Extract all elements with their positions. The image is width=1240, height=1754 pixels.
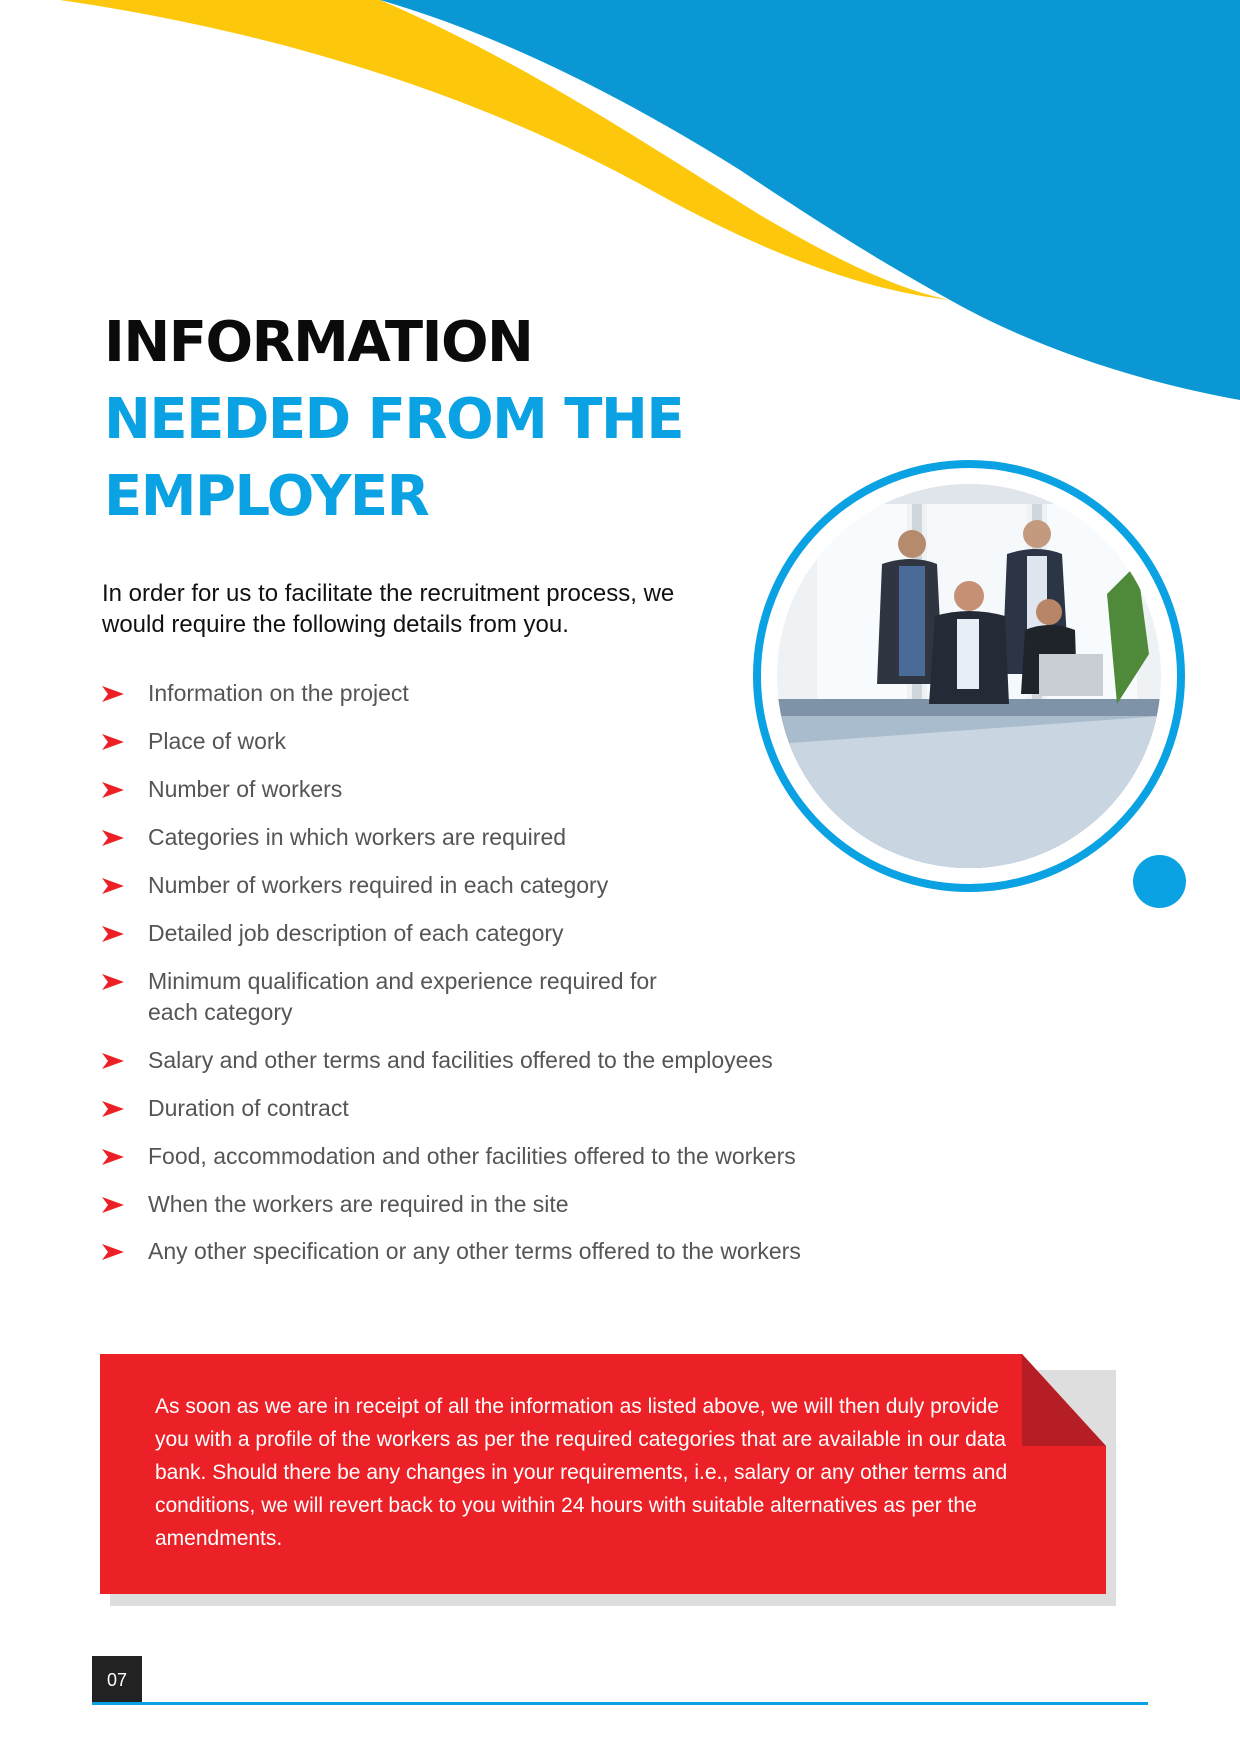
red-arrow-icon (102, 830, 124, 846)
red-arrow-icon (102, 1244, 124, 1260)
requirement-item (100, 1189, 968, 1220)
requirement-text: Categories in which workers are required (148, 824, 567, 850)
requirement-item (100, 966, 968, 1028)
red-arrow-icon (102, 1101, 124, 1117)
red-arrow-icon (102, 734, 124, 750)
requirement-item (100, 918, 968, 949)
requirement-item (100, 870, 968, 901)
red-arrow-icon (102, 1149, 124, 1165)
requirement-item (100, 1045, 968, 1076)
title-line-2: NEEDED FROM THE (104, 387, 684, 452)
requirement-item (100, 1236, 968, 1267)
requirement-text: Number of workers (148, 776, 343, 802)
red-arrow-icon (102, 1197, 124, 1213)
intro-paragraph: In order for us to facilitate the recruitment process, we would require the following details from you. (102, 580, 675, 638)
footer-rule (92, 1702, 1148, 1705)
notice-box (100, 1354, 1106, 1594)
requirement-item (100, 1141, 968, 1172)
requirement-text: Salary and other terms and facilities offered to the employees (148, 1047, 773, 1073)
office-meeting-photo (777, 484, 1161, 868)
red-arrow-icon (102, 686, 124, 702)
requirement-text: Any other specification or any other terms offered to the workers (148, 1238, 801, 1264)
accent-dot (1133, 855, 1186, 908)
notice-text: As soon as we are in receipt of all the information as listed above, we will then duly provide you with a profile of the workers as per the required categories that are available in our data bank. Should there be any changes in your requirements, i.e., salary or any other terms and conditions, we will revert back to you within 24 hours with suitable alternatives as per the amendments. (155, 1395, 1008, 1550)
title-line-3: EMPLOYER (104, 464, 429, 529)
red-arrow-icon (102, 1053, 124, 1069)
red-arrow-icon (102, 926, 124, 942)
requirement-text: Food, accommodation and other facilities offered to the workers (148, 1143, 796, 1169)
page-number: 07 (92, 1656, 142, 1704)
requirement-text: Information on the project (148, 680, 409, 706)
requirement-text: Minimum qualification and experience required for each category (148, 968, 657, 1025)
requirement-item (100, 1093, 968, 1124)
requirement-text: When the workers are required in the site (148, 1191, 569, 1217)
page-title (104, 304, 683, 535)
title-line-1: INFORMATION (104, 310, 533, 375)
requirement-text: Duration of contract (148, 1095, 349, 1121)
requirement-text: Place of work (148, 728, 287, 754)
requirement-text: Detailed job description of each category (148, 920, 564, 946)
red-arrow-icon (102, 974, 124, 990)
requirement-text: Number of workers required in each category (148, 872, 609, 898)
red-arrow-icon (102, 782, 124, 798)
red-arrow-icon (102, 878, 124, 894)
